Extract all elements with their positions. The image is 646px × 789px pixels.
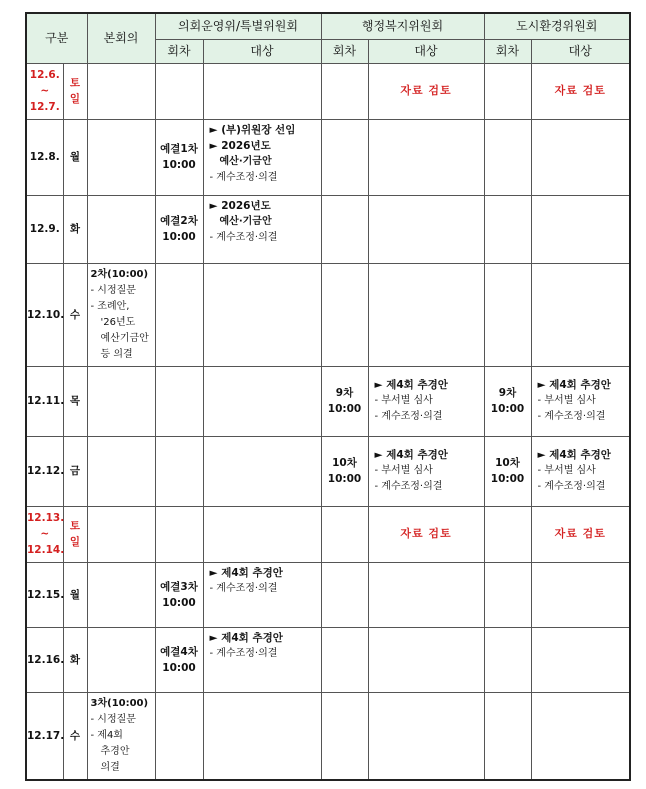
date-text: 12.9. [29, 223, 60, 235]
header-gubun: 구분 [26, 13, 87, 63]
cell-line: - 부서별 심사 [537, 465, 596, 476]
date-cell [26, 63, 63, 119]
session-text: 10:00 [162, 596, 196, 609]
plenary-line: - 시정질문 [90, 713, 136, 725]
c2-target-cell [368, 195, 484, 263]
c2-target-cell [368, 627, 484, 692]
c3-session-cell [484, 627, 531, 692]
c3-target-cell: 자료 검토 [531, 506, 630, 562]
header-target-2: 대상 [368, 39, 484, 63]
c1-session-cell [155, 366, 203, 436]
session-text: 10차 [332, 457, 357, 469]
plenary-cell [87, 63, 155, 119]
day-text: 월 [69, 151, 81, 163]
c1-session-cell [155, 627, 203, 692]
c2-target-cell [368, 692, 484, 780]
c3-target-cell [531, 692, 630, 780]
c3-session-cell [484, 119, 531, 195]
c2-session-cell [321, 692, 368, 780]
day-cell [63, 366, 87, 436]
c1-target-cell [203, 119, 321, 195]
plenary-cell [87, 366, 155, 436]
day-text: 금 [69, 465, 81, 477]
day-cell [63, 436, 87, 506]
cell-line: - 부서별 심사 [537, 395, 596, 406]
cell-line: - 계수조정·의결 [537, 411, 606, 422]
c1-session-cell [155, 63, 203, 119]
cell-line: ► 제4회 추경안 [374, 379, 448, 391]
date-text: 12.8. [29, 151, 60, 163]
plenary-line: - 제4회 [90, 729, 123, 741]
cell-line: ► 제4회 추경안 [209, 566, 283, 579]
session-text: 예결3차 [160, 580, 198, 593]
cell-line: ► 제4회 추경안 [537, 449, 611, 461]
c2-session-cell [321, 506, 368, 562]
schedule-table [25, 12, 631, 781]
date-cell [26, 366, 63, 436]
plenary-line: 2차(10:00) [90, 268, 149, 280]
session-text: 예결4차 [160, 645, 198, 658]
date-text: ~ [40, 528, 50, 540]
session-text: 10:00 [162, 159, 196, 171]
day-cell [63, 506, 87, 562]
session-text: 예결2차 [160, 215, 198, 227]
c1-session-cell [155, 692, 203, 780]
day-text: 일 [69, 536, 81, 548]
table-row [26, 366, 630, 436]
session-text: 10차 [495, 457, 520, 469]
day-text: 화 [69, 223, 81, 235]
cell-line: ► 제4회 추경안 [209, 631, 283, 644]
day-text: 일 [69, 93, 81, 105]
c2-session-cell [321, 366, 368, 436]
cell-line: - 계수조정·의결 [209, 231, 278, 243]
date-text: 12.10. [27, 308, 65, 321]
c3-session-cell [484, 506, 531, 562]
table-row [26, 627, 630, 692]
cell-line: ► 제4회 추경안 [374, 449, 448, 461]
session-text: 9차 [335, 387, 354, 399]
cell-line: 예산·기금안 [219, 155, 272, 167]
day-cell [63, 692, 87, 780]
header-target-3: 대상 [531, 39, 630, 63]
c2-session-cell [321, 119, 368, 195]
c1-session-cell [155, 506, 203, 562]
day-text: 수 [69, 729, 81, 742]
plenary-line: 의결 [100, 761, 120, 773]
date-text: 12.11. [27, 395, 65, 407]
c3-session-cell [484, 562, 531, 627]
c2-session-cell [321, 63, 368, 119]
table-row [26, 119, 630, 195]
day-text: 월 [69, 588, 81, 601]
plenary-cell [87, 506, 155, 562]
day-cell [63, 195, 87, 263]
plenary-line: 3차(10:00) [90, 697, 149, 709]
session-text: 10:00 [490, 473, 525, 485]
c3-session-cell [484, 263, 531, 366]
date-text: ~ [40, 85, 50, 97]
c2-target-cell [368, 436, 484, 506]
header-plenary: 본회의 [87, 13, 155, 63]
plenary-line: 예산기금안 [100, 332, 149, 344]
date-text: 12.13. [27, 512, 65, 524]
date-text: 12.16. [27, 653, 65, 666]
c3-target-cell [531, 119, 630, 195]
table-row [26, 692, 630, 780]
session-text: 10:00 [327, 473, 362, 485]
cell-line: - 계수조정·의결 [209, 582, 278, 594]
day-cell [63, 627, 87, 692]
date-text: 12.14. [27, 544, 65, 556]
c1-target-cell [203, 692, 321, 780]
day-text: 목 [69, 395, 81, 407]
c1-target-cell [203, 63, 321, 119]
plenary-cell [87, 692, 155, 780]
cell-line: - 부서별 심사 [374, 395, 433, 406]
session-text: 10:00 [162, 661, 196, 674]
table-row [26, 63, 630, 119]
plenary-cell [87, 436, 155, 506]
c2-session-cell [321, 195, 368, 263]
plenary-cell [87, 119, 155, 195]
header-committee-2: 행정복지위원회 [321, 13, 484, 39]
cell-line: ► 2026년도 [209, 139, 271, 152]
c3-target-cell [531, 366, 630, 436]
c3-target-cell [531, 263, 630, 366]
cell-line: - 계수조정·의결 [374, 481, 443, 492]
cell-line: - 계수조정·의결 [209, 171, 278, 183]
c1-target-cell [203, 562, 321, 627]
plenary-line: - 시정질문 [90, 284, 136, 296]
c1-session-cell [155, 195, 203, 263]
header-session-1: 회차 [155, 39, 203, 63]
table-row [26, 263, 630, 366]
table-row [26, 436, 630, 506]
header-committee-3: 도시환경위원회 [484, 13, 630, 39]
c3-session-cell [484, 692, 531, 780]
c3-session-cell [484, 366, 531, 436]
day-text: 토 [69, 520, 81, 532]
date-cell [26, 562, 63, 627]
c2-target-cell [368, 366, 484, 436]
cell-line: - 부서별 심사 [374, 465, 433, 476]
cell-line: ► 제4회 추경안 [537, 379, 611, 391]
day-cell [63, 263, 87, 366]
day-cell [63, 119, 87, 195]
session-text: 10:00 [490, 403, 525, 415]
c2-session-cell [321, 436, 368, 506]
c2-target-cell: 자료 검토 [368, 506, 484, 562]
date-cell [26, 692, 63, 780]
plenary-cell [87, 195, 155, 263]
c2-session-cell [321, 627, 368, 692]
c3-target-cell [531, 195, 630, 263]
day-cell [63, 63, 87, 119]
cell-line: ► (부)위원장 선임 [209, 123, 296, 136]
day-text: 토 [69, 77, 81, 89]
c1-session-cell [155, 119, 203, 195]
date-cell [26, 436, 63, 506]
c2-target-cell [368, 562, 484, 627]
plenary-cell [87, 263, 155, 366]
c2-target-cell [368, 119, 484, 195]
day-cell [63, 562, 87, 627]
c3-session-cell [484, 436, 531, 506]
header-target-1: 대상 [203, 39, 321, 63]
c3-target-cell [531, 436, 630, 506]
date-text: 12.12. [27, 465, 65, 477]
cell-line: - 계수조정·의결 [537, 481, 606, 492]
day-text: 수 [69, 308, 81, 321]
table-row [26, 506, 630, 562]
c2-target-cell: 자료 검토 [368, 63, 484, 119]
c1-session-cell [155, 562, 203, 627]
plenary-line: - 조례안, [90, 300, 130, 312]
date-text: 12.6. [29, 69, 60, 81]
c1-session-cell [155, 436, 203, 506]
date-cell [26, 627, 63, 692]
date-cell [26, 506, 63, 562]
header-session-3: 회차 [484, 39, 531, 63]
plenary-line: 추경안 [100, 745, 130, 757]
c3-session-cell [484, 195, 531, 263]
date-cell [26, 119, 63, 195]
c3-session-cell [484, 63, 531, 119]
plenary-cell [87, 562, 155, 627]
c1-session-cell [155, 263, 203, 366]
c2-target-cell [368, 263, 484, 366]
plenary-cell [87, 627, 155, 692]
day-text: 화 [69, 653, 81, 666]
cell-line: ► 2026년도 [209, 199, 271, 212]
table-row [26, 562, 630, 627]
date-cell [26, 195, 63, 263]
date-text: 12.17. [27, 729, 65, 742]
session-text: 10:00 [327, 403, 362, 415]
c3-target-cell: 자료 검토 [531, 63, 630, 119]
table-row [26, 195, 630, 263]
c1-target-cell [203, 506, 321, 562]
c1-target-cell [203, 263, 321, 366]
plenary-line: 등 의결 [100, 348, 133, 360]
date-text: 12.15. [27, 588, 65, 601]
cell-line: - 계수조정·의결 [374, 411, 443, 422]
date-text: 12.7. [29, 101, 60, 113]
session-text: 예결1차 [160, 143, 198, 155]
c1-target-cell [203, 627, 321, 692]
header-row-1 [26, 13, 630, 39]
c1-target-cell [203, 366, 321, 436]
cell-line: - 계수조정·의결 [209, 647, 278, 659]
cell-line: 예산·기금안 [219, 215, 272, 227]
c3-target-cell [531, 627, 630, 692]
c1-target-cell [203, 195, 321, 263]
session-text: 10:00 [162, 231, 196, 243]
c3-target-cell [531, 562, 630, 627]
plenary-line: '26년도 [100, 316, 136, 328]
header-committee-1: 의회운영위/특별위원회 [155, 13, 321, 39]
c2-session-cell [321, 263, 368, 366]
header-session-2: 회차 [321, 39, 368, 63]
c1-target-cell [203, 436, 321, 506]
date-cell [26, 263, 63, 366]
session-text: 9차 [498, 387, 517, 399]
c2-session-cell [321, 562, 368, 627]
